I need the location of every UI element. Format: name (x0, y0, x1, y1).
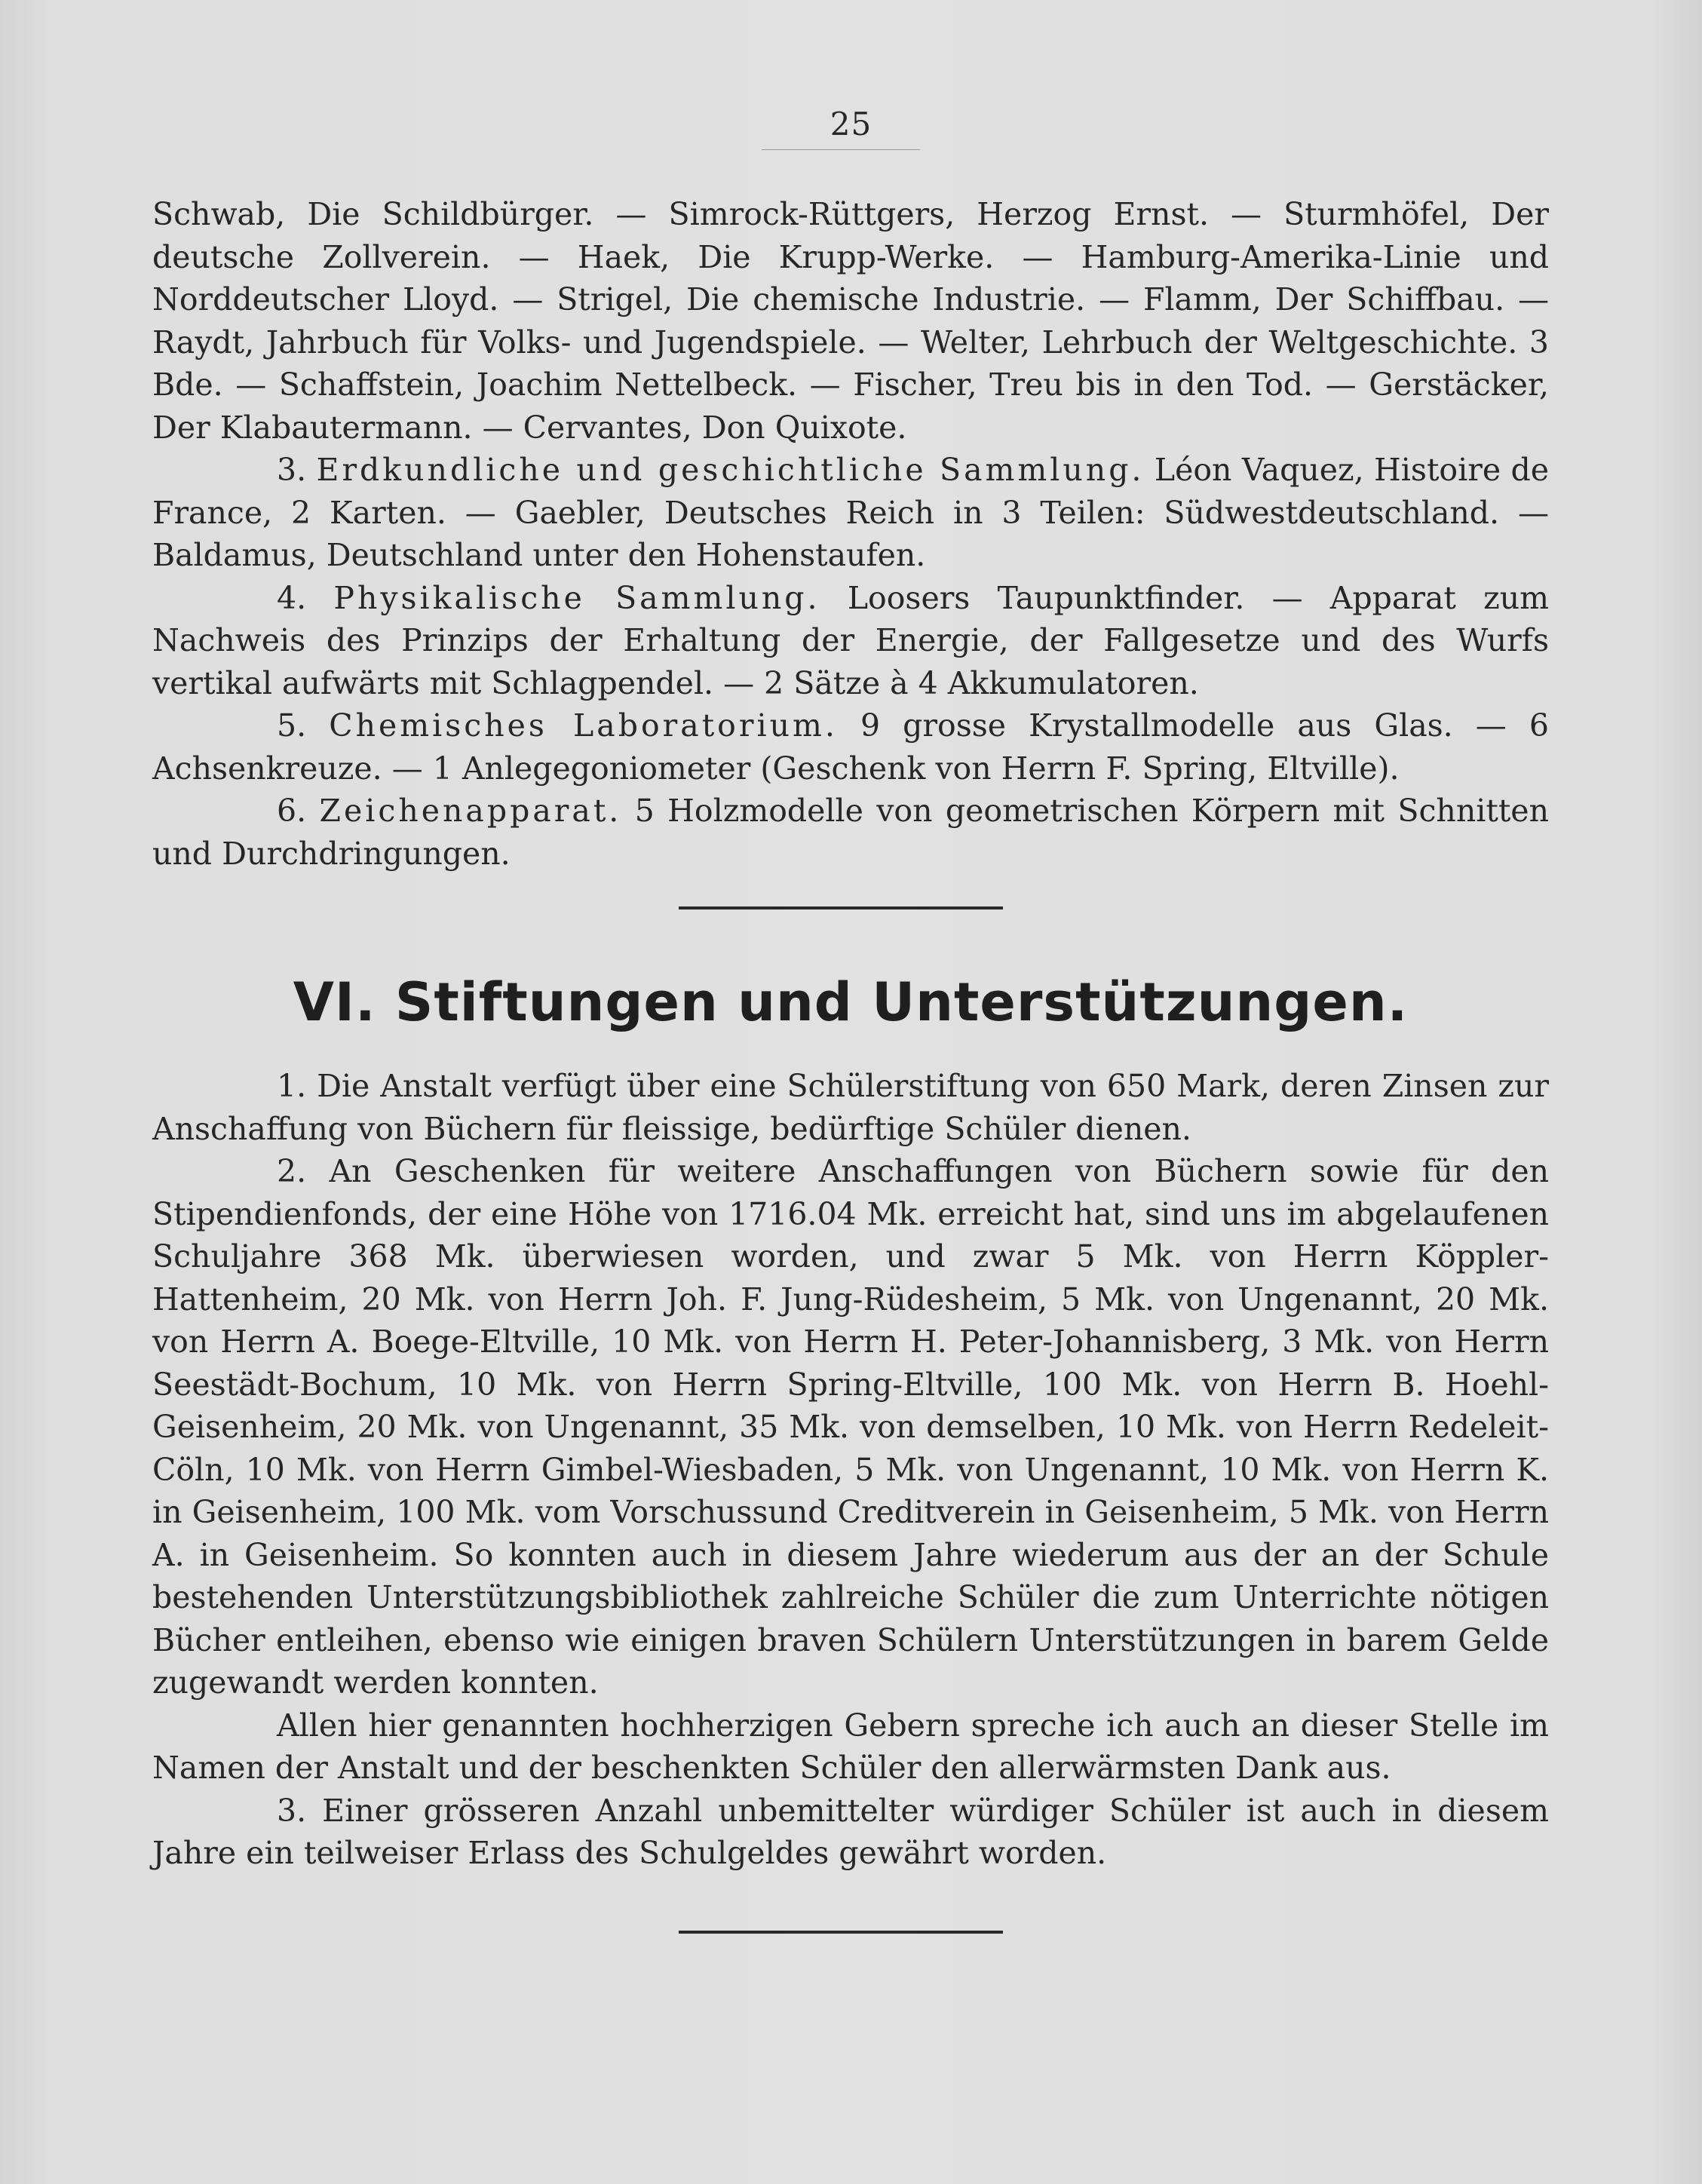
item-geography-history (152, 449, 1549, 577)
item-text: Loosers Taupunktfinder. — Apparat zum Nachweis des Prinzips der Erhaltung der Energie, der Fallgesetze und des Wurfs vertikal aufwärts mit Schlagpendel. — 2 Sätze à 4 Akkumulatoren. (152, 579, 1549, 701)
page-number: 25 (830, 106, 872, 143)
page-number-rule (762, 149, 920, 150)
paragraph-fee-waiver: 3. Einer grösseren Anzahl unbemittelter würdiger Schüler ist auch in diesem Jahre ein teilweiser Erlass des Schulgeldes gewährt worden. (152, 1792, 1549, 1871)
item-text: Léon Vaquez, Histoire de France, 2 Karten. — Gaebler, Deutsches Reich in 3 Teilen: Südwestdeutschland. — Baldamus, Deutschland unter den Hohenstaufen. (152, 452, 1549, 573)
paragraph-thanks: Allen hier genannten hochherzigen Gebern spreche ich auch an dieser Stelle im Namen der Anstalt und der beschenkten Schüler den allerwärmsten Dank aus. (152, 1707, 1549, 1786)
item-title: Erdkundliche und geschichtliche Sammlung. (316, 452, 1145, 488)
item-title: Physikalische Sammlung. (333, 579, 820, 616)
item-title: Zeichenapparat. (319, 793, 622, 829)
item-number: 4. (277, 579, 307, 616)
item-chemistry (152, 704, 1549, 790)
list-continuation: Schwab, Die Schildbürger. — Simrock-Rüttgers, Herzog Ernst. — Sturmhöfel, Der deutsche Zollverein. — Haek, Die Krupp-Werke. — Hamburg-Amerika-Linie und Norddeutscher Lloyd. — Strigel, Die chemische Industrie. — Flamm, Der Schiffbau. — Raydt, Jahrbuch für Volks- und Jugendspiele. — Welter, Lehrbuch der Weltgeschichte. 3 Bde. — Schaffstein, Joachim Nettelbeck. — Fischer, Treu bis in den Tod. — Gerstäcker, Der Klabautermann. — Cervantes, Don Quixote. (152, 196, 1549, 446)
paragraph-donations: 2. An Geschenken für weitere Anschaffungen von Büchern sowie für den Stipendienfonds, der eine Höhe von 1716.04 Mk. erreicht hat, sind uns im abgelaufenen Schuljahre 368 Mk. überwiesen worden, und zwar 5 Mk. von Herrn Köppler-Hattenheim, 20 Mk. von Herrn Joh. F. Jung-Rüdesheim, 5 Mk. von Ungenannt, 20 Mk. von Herrn A. Boege-Eltville, 10 Mk. von Herrn H. Peter-Johannisberg, 3 Mk. von Herrn Seestädt-Bochum, 10 Mk. von Herrn Spring-Eltville, 100 Mk. von Herrn B. Hoehl-Geisenheim, 20 Mk. von Ungenannt, 35 Mk. von demselben, 10 Mk. von Herrn Redeleit-Cöln, 10 Mk. von Herrn Gimbel-Wiesbaden, 5 Mk. von Ungenannt, 10 Mk. von Herrn K. in Geisenheim, 100 Mk. vom Vorschussund Creditverein in Geisenheim, 5 Mk. von Herrn A. in Geisenheim. So konnten auch in diesem Jahre wiederum aus der an der Schule bestehenden Unterstützungsbibliothek zahlreiche Schüler die zum Unterrichte nötigen Bücher entleihen, ebenso wie einigen braven Schülern Unterstützungen in barem Gelde zugewandt werden konnten. (152, 1153, 1549, 1701)
item-number: 6. (277, 793, 307, 829)
section-vi-body (152, 1065, 1549, 1875)
end-divider (679, 1931, 1003, 1934)
item-text: 9 grosse Krystallmodelle aus Glas. — 6 Achsenkreuze. — 1 Anlegegoniometer (Geschenk von Herrn F. Spring, Eltville). (152, 707, 1549, 787)
collection-acquisitions (152, 193, 1549, 875)
item-text: 5 Holzmodelle von geometrischen Körpern mit Schnitten und Durchdringungen. (152, 793, 1549, 872)
section-heading: VI. Stiftungen und Unterstützungen. (293, 971, 1409, 1033)
item-drawing (152, 790, 1549, 875)
section-divider (679, 906, 1003, 909)
item-number: 5. (277, 707, 307, 744)
paragraph-foundation: 1. Die Anstalt verfügt über eine Schülerstiftung von 650 Mark, deren Zinsen zur Anschaffung von Büchern für fleissige, bedürftige Schüler dienen. (152, 1068, 1549, 1147)
item-number: 3. (277, 452, 307, 488)
item-title: Chemisches Laboratorium. (329, 707, 838, 744)
item-physics (152, 577, 1549, 705)
